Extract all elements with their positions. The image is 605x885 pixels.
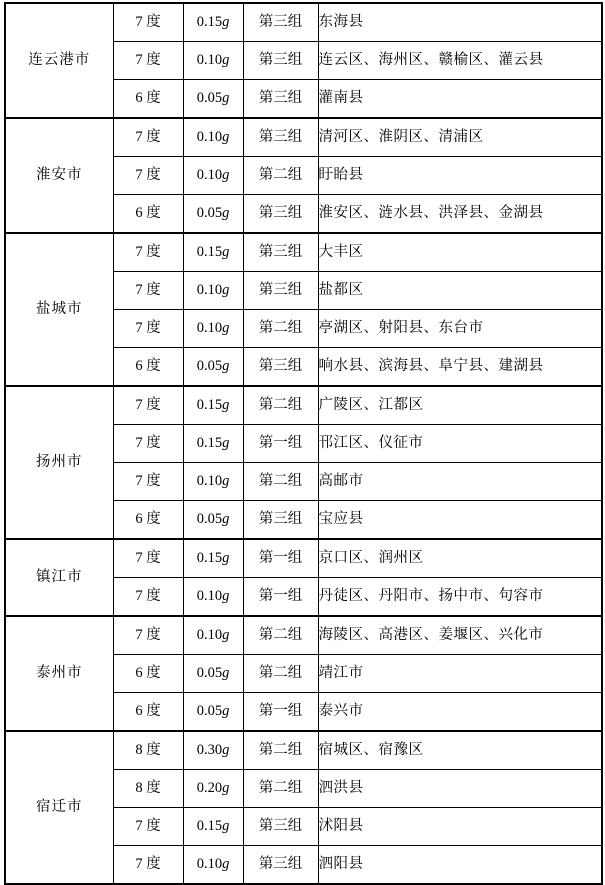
acceleration-value: 0.15 [196, 396, 223, 413]
acceleration-cell [183, 80, 243, 119]
table-row [5, 616, 602, 655]
acceleration-unit: g [222, 434, 230, 451]
design-group-cell: 第二组 [243, 655, 318, 693]
acceleration-unit: g [222, 549, 230, 566]
intensity-cell: 7 度 [113, 578, 183, 617]
acceleration-cell [183, 233, 243, 272]
acceleration-cell [183, 310, 243, 348]
acceleration-unit: g [222, 281, 230, 298]
intensity-cell: 7 度 [113, 3, 183, 42]
intensity-cell: 7 度 [113, 386, 183, 425]
areas-cell: 清河区、淮阴区、清浦区 [318, 118, 602, 157]
design-group-cell: 第三组 [243, 846, 318, 885]
acceleration-cell [183, 118, 243, 157]
intensity-cell: 7 度 [113, 157, 183, 195]
acceleration-unit: g [222, 51, 230, 68]
acceleration-cell [183, 616, 243, 655]
acceleration-value: 0.15 [196, 434, 223, 451]
design-group-cell: 第二组 [243, 310, 318, 348]
intensity-cell: 7 度 [113, 616, 183, 655]
areas-cell: 京口区、润州区 [318, 539, 602, 578]
acceleration-cell [183, 348, 243, 387]
areas-cell: 亭湖区、射阳县、东台市 [318, 310, 602, 348]
table-body [5, 3, 602, 884]
areas-cell: 靖江市 [318, 655, 602, 693]
areas-cell: 丹徒区、丹阳市、扬中市、句容市 [318, 578, 602, 617]
areas-cell: 泗阳县 [318, 846, 602, 885]
design-group-cell: 第二组 [243, 386, 318, 425]
acceleration-cell [183, 42, 243, 80]
acceleration-cell [183, 655, 243, 693]
acceleration-value: 0.30 [196, 741, 223, 758]
acceleration-value: 0.10 [196, 281, 223, 298]
acceleration-value: 0.10 [196, 855, 223, 872]
acceleration-cell [183, 578, 243, 617]
intensity-cell: 6 度 [113, 348, 183, 387]
city-name-cell: 盐城市 [5, 233, 113, 386]
acceleration-cell [183, 386, 243, 425]
intensity-cell: 7 度 [113, 310, 183, 348]
areas-cell: 高邮市 [318, 463, 602, 501]
intensity-cell: 7 度 [113, 233, 183, 272]
design-group-cell: 第二组 [243, 463, 318, 501]
acceleration-unit: g [222, 817, 230, 834]
design-group-cell: 第三组 [243, 3, 318, 42]
acceleration-value: 0.10 [196, 166, 223, 183]
acceleration-unit: g [222, 626, 230, 643]
design-group-cell: 第三组 [243, 195, 318, 234]
acceleration-value: 0.10 [196, 472, 223, 489]
seismic-parameter-table [4, 2, 603, 885]
acceleration-value: 0.05 [196, 702, 223, 719]
acceleration-value: 0.10 [196, 626, 223, 643]
table-row [5, 539, 602, 578]
acceleration-unit: g [222, 702, 230, 719]
acceleration-value: 0.05 [196, 664, 223, 681]
areas-cell: 盐都区 [318, 272, 602, 310]
city-name-cell: 宿迁市 [5, 731, 113, 884]
areas-cell: 沭阳县 [318, 808, 602, 846]
areas-cell: 淮安区、涟水县、洪泽县、金湖县 [318, 195, 602, 234]
areas-cell: 广陵区、江都区 [318, 386, 602, 425]
areas-cell: 邗江区、仪征市 [318, 425, 602, 463]
intensity-cell: 7 度 [113, 42, 183, 80]
acceleration-value: 0.10 [196, 51, 223, 68]
acceleration-value: 0.05 [196, 357, 223, 374]
table-row [5, 233, 602, 272]
acceleration-value: 0.15 [196, 243, 223, 260]
design-group-cell: 第三组 [243, 118, 318, 157]
acceleration-cell [183, 3, 243, 42]
acceleration-unit: g [222, 741, 230, 758]
design-group-cell: 第三组 [243, 348, 318, 387]
areas-cell: 响水县、滨海县、阜宁县、建湖县 [318, 348, 602, 387]
design-group-cell: 第一组 [243, 425, 318, 463]
design-group-cell: 第二组 [243, 770, 318, 808]
acceleration-cell [183, 463, 243, 501]
acceleration-value: 0.20 [196, 779, 223, 796]
areas-cell: 海陵区、高港区、姜堰区、兴化市 [318, 616, 602, 655]
design-group-cell: 第三组 [243, 272, 318, 310]
intensity-cell: 7 度 [113, 463, 183, 501]
acceleration-cell [183, 425, 243, 463]
acceleration-value: 0.15 [196, 13, 223, 30]
intensity-cell: 6 度 [113, 655, 183, 693]
table-row [5, 118, 602, 157]
table-row [5, 386, 602, 425]
acceleration-unit: g [222, 204, 230, 221]
areas-cell: 泰兴市 [318, 693, 602, 732]
acceleration-unit: g [222, 855, 230, 872]
acceleration-cell [183, 770, 243, 808]
table-row [5, 731, 602, 770]
acceleration-unit: g [222, 166, 230, 183]
acceleration-unit: g [222, 243, 230, 260]
design-group-cell: 第三组 [243, 80, 318, 119]
acceleration-unit: g [222, 664, 230, 681]
design-group-cell: 第一组 [243, 539, 318, 578]
acceleration-value: 0.05 [196, 89, 223, 106]
acceleration-cell [183, 731, 243, 770]
acceleration-value: 0.15 [196, 549, 223, 566]
city-name-cell: 泰州市 [5, 616, 113, 731]
areas-cell: 泗洪县 [318, 770, 602, 808]
areas-cell: 宝应县 [318, 501, 602, 540]
intensity-cell: 7 度 [113, 808, 183, 846]
acceleration-cell [183, 539, 243, 578]
acceleration-value: 0.10 [196, 587, 223, 604]
intensity-cell: 7 度 [113, 425, 183, 463]
areas-cell: 连云区、海州区、赣榆区、灌云县 [318, 42, 602, 80]
areas-cell: 灌南县 [318, 80, 602, 119]
acceleration-value: 0.15 [196, 817, 223, 834]
intensity-cell: 7 度 [113, 272, 183, 310]
design-group-cell: 第二组 [243, 616, 318, 655]
acceleration-unit: g [222, 396, 230, 413]
intensity-cell: 8 度 [113, 770, 183, 808]
design-group-cell: 第三组 [243, 233, 318, 272]
intensity-cell: 8 度 [113, 731, 183, 770]
acceleration-unit: g [222, 510, 230, 527]
acceleration-unit: g [222, 472, 230, 489]
city-name-cell: 镇江市 [5, 539, 113, 616]
city-name-cell: 淮安市 [5, 118, 113, 233]
design-group-cell: 第三组 [243, 808, 318, 846]
acceleration-unit: g [222, 779, 230, 796]
areas-cell: 宿城区、宿豫区 [318, 731, 602, 770]
intensity-cell: 7 度 [113, 846, 183, 885]
acceleration-cell [183, 846, 243, 885]
design-group-cell: 第二组 [243, 157, 318, 195]
acceleration-value: 0.10 [196, 319, 223, 336]
design-group-cell: 第一组 [243, 693, 318, 732]
areas-cell: 盱眙县 [318, 157, 602, 195]
acceleration-unit: g [222, 319, 230, 336]
acceleration-unit: g [222, 89, 230, 106]
design-group-cell: 第二组 [243, 731, 318, 770]
acceleration-cell [183, 272, 243, 310]
design-group-cell: 第一组 [243, 578, 318, 617]
city-name-cell: 扬州市 [5, 386, 113, 539]
intensity-cell: 6 度 [113, 501, 183, 540]
acceleration-cell [183, 157, 243, 195]
acceleration-value: 0.05 [196, 204, 223, 221]
areas-cell: 东海县 [318, 3, 602, 42]
acceleration-value: 0.10 [196, 128, 223, 145]
table-row [5, 3, 602, 42]
acceleration-value: 0.05 [196, 510, 223, 527]
design-group-cell: 第三组 [243, 42, 318, 80]
intensity-cell: 6 度 [113, 195, 183, 234]
city-name-cell: 连云港市 [5, 3, 113, 118]
acceleration-cell [183, 693, 243, 732]
intensity-cell: 6 度 [113, 693, 183, 732]
acceleration-unit: g [222, 357, 230, 374]
design-group-cell: 第三组 [243, 501, 318, 540]
acceleration-unit: g [222, 587, 230, 604]
intensity-cell: 7 度 [113, 118, 183, 157]
acceleration-cell [183, 195, 243, 234]
intensity-cell: 7 度 [113, 539, 183, 578]
areas-cell: 大丰区 [318, 233, 602, 272]
acceleration-unit: g [222, 128, 230, 145]
intensity-cell: 6 度 [113, 80, 183, 119]
acceleration-cell [183, 808, 243, 846]
acceleration-cell [183, 501, 243, 540]
acceleration-unit: g [222, 13, 230, 30]
